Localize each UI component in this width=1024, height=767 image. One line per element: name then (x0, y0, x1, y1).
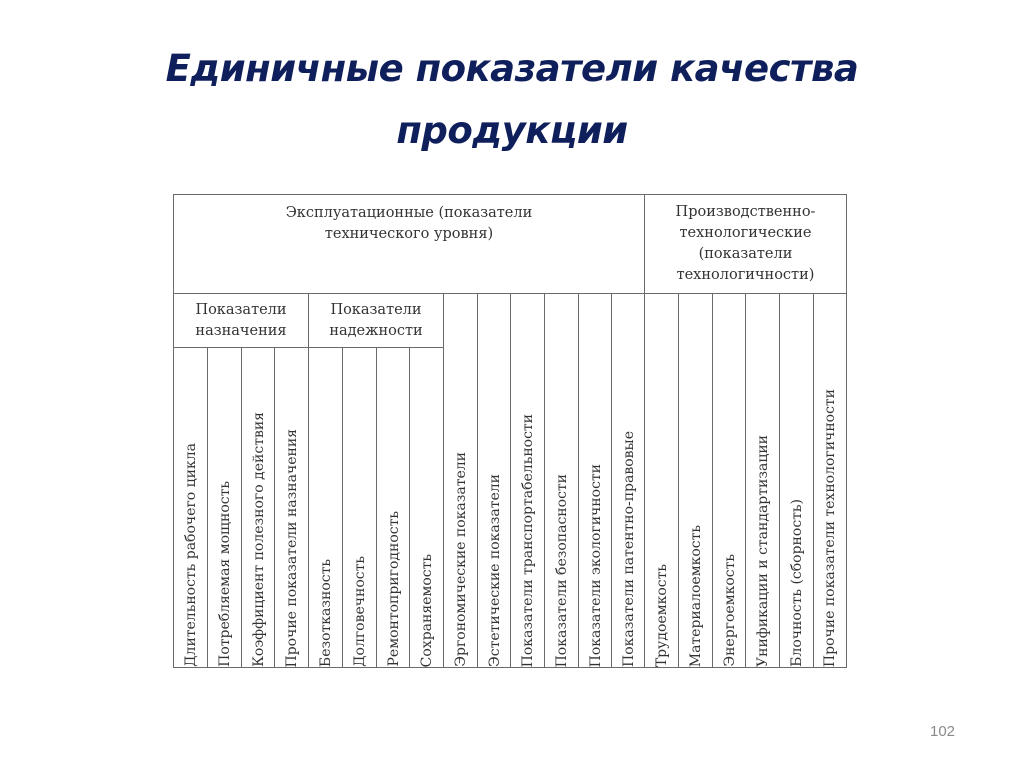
column-header: Сохраняемость (409, 347, 444, 668)
column-header: Эстетические показатели (477, 293, 512, 668)
slide-title (0, 38, 1024, 162)
column-header: Ремонтопригодность (376, 347, 411, 668)
quality-indicators-table (173, 194, 847, 668)
column-header: Прочие показатели технологичности (813, 293, 847, 668)
subgroup-purpose: Показатели назначения (173, 293, 309, 348)
column-header: Коэффициент полезного действия (241, 347, 276, 668)
column-header: Показатели патентно-правовые (611, 293, 646, 668)
column-header: Унификации и стандартизации (745, 293, 780, 668)
column-header: Прочие показатели назначения (274, 347, 309, 668)
column-header: Длительность рабочего цикла (173, 347, 208, 668)
column-header: Энергоемкость (712, 293, 747, 668)
title-line-1: Единичные показатели качества (165, 47, 859, 90)
column-header: Эргономические показатели (443, 293, 478, 668)
subgroup-reliability: Показатели надежности (308, 293, 444, 348)
page-number: 102 (930, 723, 956, 740)
column-header: Долговечность (342, 347, 377, 668)
column-header: Трудоемкость (644, 293, 679, 668)
group-operational: Эксплуатационные (показатели технического уровня) (173, 194, 645, 294)
column-header: Показатели транспортабельности (510, 293, 545, 668)
column-header: Потребляемая мощность (207, 347, 242, 668)
group-production: Производственно-технологические (показатели технологичности) (644, 194, 847, 294)
column-header: Материалоемкость (678, 293, 713, 668)
column-header: Показатели экологичности (578, 293, 613, 668)
column-header: Безотказность (308, 347, 343, 668)
title-line-2: продукции (396, 109, 628, 152)
column-header: Показатели безопасности (544, 293, 579, 668)
column-header: Блочность (сборность) (779, 293, 814, 668)
